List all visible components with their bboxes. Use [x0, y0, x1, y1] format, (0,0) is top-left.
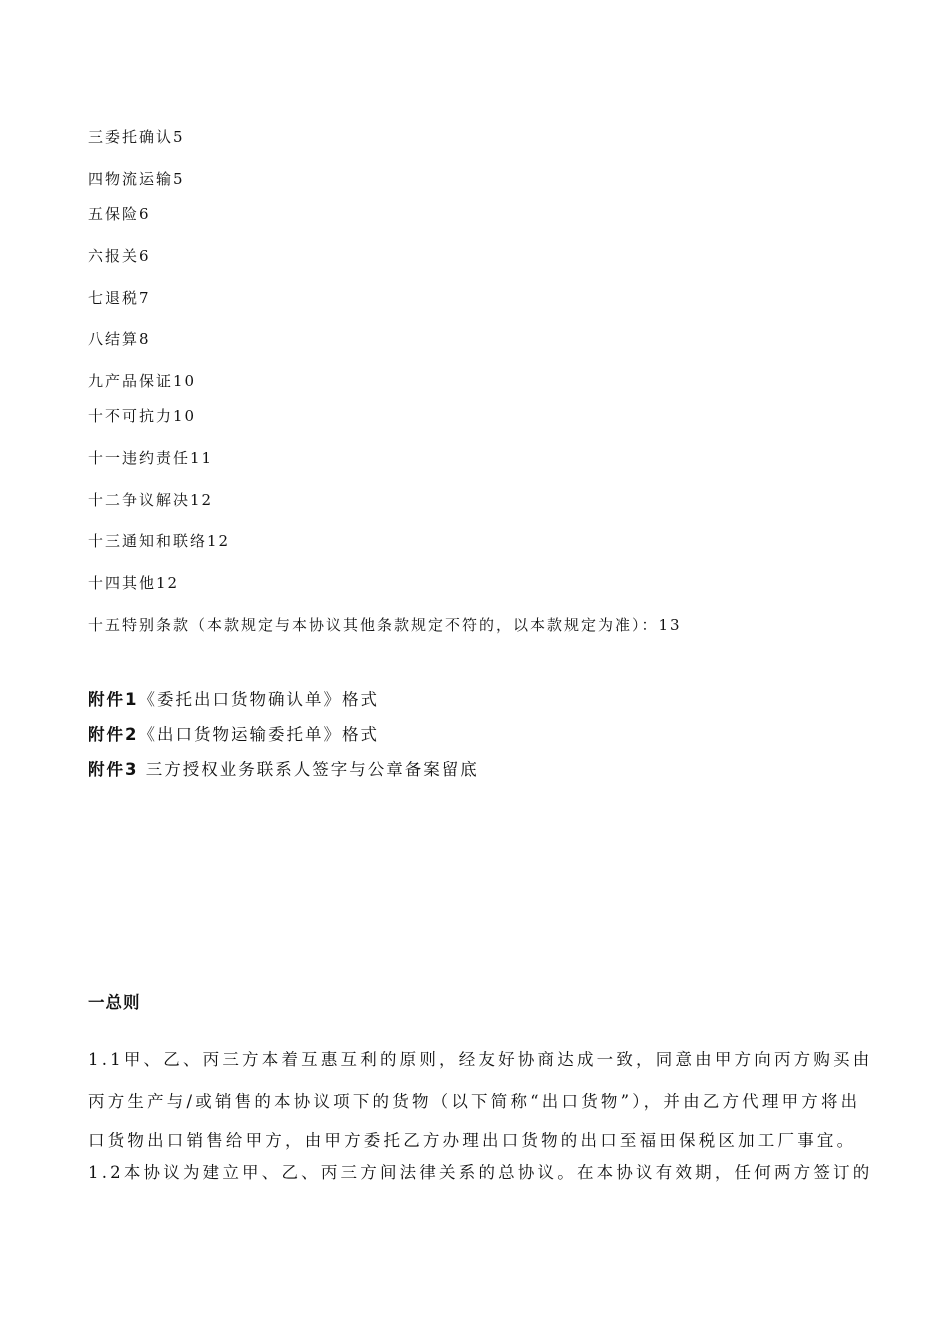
annex-label: 附件1	[88, 690, 139, 709]
toc-item: 八结算8	[88, 330, 151, 348]
toc-item: 十四其他12	[88, 574, 180, 592]
annex-label: 附件2	[88, 725, 139, 744]
annex-item	[88, 724, 379, 746]
body-text-line: 1.2本协议为建立甲、乙、丙三方间法律关系的总协议。在本协议有效期，任何两方签订的	[88, 1163, 873, 1182]
annex-title: 三方授权业务联系人签字与公章备案留底	[138, 760, 479, 779]
toc-item: 十三通知和联络12	[88, 532, 231, 550]
section-heading: 一总则	[88, 993, 141, 1012]
annex-title: 《出口货物运输委托单》格式	[138, 725, 379, 744]
toc-item: 十不可抗力10	[88, 407, 197, 425]
toc-item: 九产品保证10	[88, 372, 197, 390]
body-text-line: 口货物出口销售给甲方，由甲方委托乙方办理出口货物的出口至福田保税区加工厂事宜。	[88, 1131, 857, 1150]
body-text-line: 1.1甲、乙、丙三方本着互惠互利的原则，经友好协商达成一致，同意由甲方向丙方购买由	[88, 1050, 873, 1069]
toc-item: 四物流运输5	[88, 170, 185, 188]
toc-item: 十二争议解决12	[88, 491, 214, 509]
body-text-line: 丙方生产与/或销售的本协议项下的货物（以下简称“出口货物”），并由乙方代理甲方将出	[88, 1092, 861, 1111]
annex-label: 附件3	[88, 760, 139, 779]
annex-item	[88, 689, 379, 711]
annex-item	[88, 759, 479, 781]
toc-item: 五保险6	[88, 205, 151, 223]
annex-title: 《委托出口货物确认单》格式	[138, 690, 379, 709]
toc-item: 三委托确认5	[88, 128, 185, 146]
toc-item: 七退税7	[88, 289, 151, 307]
toc-item: 十一违约责任11	[88, 449, 214, 467]
toc-item: 六报关6	[88, 247, 151, 265]
toc-item: 十五特别条款（本款规定与本协议其他条款规定不符的，以本款规定为准）：13	[88, 616, 682, 634]
